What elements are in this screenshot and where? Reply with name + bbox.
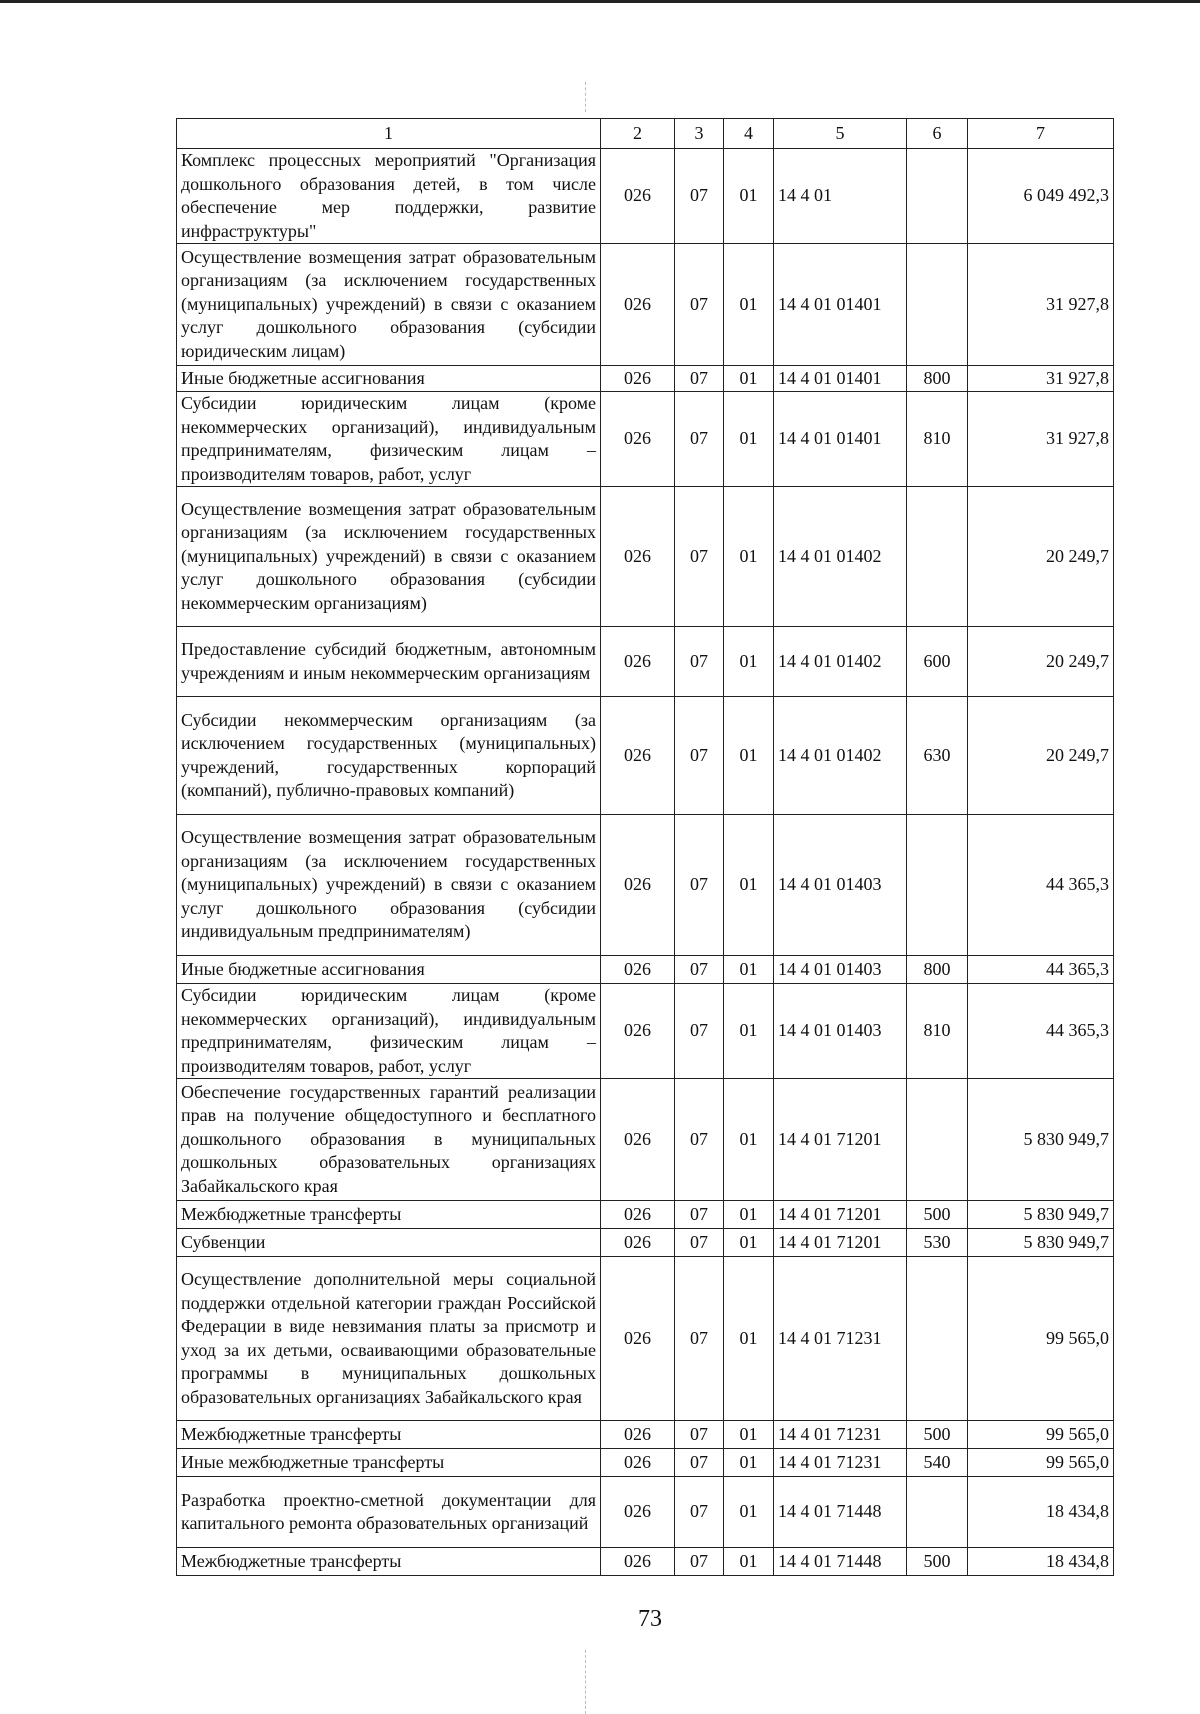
section-code-cell: 07 — [675, 956, 724, 984]
target-article-cell: 14 4 01 71231 — [774, 1421, 907, 1449]
ministry-code-cell: 026 — [601, 1079, 675, 1201]
section-code-cell: 07 — [675, 627, 724, 697]
amount-cell: 18 434,8 — [968, 1477, 1114, 1548]
target-article-cell: 14 4 01 01402 — [774, 487, 907, 627]
expense-type-cell — [907, 149, 968, 244]
subsection-code-cell: 01 — [724, 1257, 774, 1421]
subsection-code-cell: 01 — [724, 1548, 774, 1576]
subsection-code-cell: 01 — [724, 487, 774, 627]
expense-name-cell: Иные межбюджетные трансферты — [177, 1449, 601, 1477]
section-code-cell: 07 — [675, 1548, 724, 1576]
scan-fold-mark — [585, 1650, 586, 1714]
expense-type-cell: 630 — [907, 697, 968, 815]
table-row — [177, 244, 1114, 366]
section-code-cell: 07 — [675, 1079, 724, 1201]
target-article-cell: 14 4 01 71231 — [774, 1449, 907, 1477]
expense-type-cell: 500 — [907, 1548, 968, 1576]
ministry-code-cell: 026 — [601, 1449, 675, 1477]
ministry-code-cell: 026 — [601, 1229, 675, 1257]
subsection-code-cell: 01 — [724, 627, 774, 697]
table-row — [177, 1548, 1114, 1576]
header-cell: 3 — [675, 119, 724, 149]
expense-type-cell: 810 — [907, 392, 968, 487]
target-article-cell: 14 4 01 01403 — [774, 984, 907, 1079]
target-article-cell: 14 4 01 71448 — [774, 1548, 907, 1576]
expense-type-cell — [907, 244, 968, 366]
amount-cell: 31 927,8 — [968, 366, 1114, 392]
section-code-cell: 07 — [675, 1449, 724, 1477]
section-code-cell: 07 — [675, 244, 724, 366]
amount-cell: 20 249,7 — [968, 487, 1114, 627]
amount-cell: 5 830 949,7 — [968, 1079, 1114, 1201]
subsection-code-cell: 01 — [724, 984, 774, 1079]
table-row — [177, 697, 1114, 815]
expense-name-cell: Разработка проектно-сметной документации для капитального ремонта образовательных организаций — [177, 1477, 601, 1548]
ministry-code-cell: 026 — [601, 1421, 675, 1449]
subsection-code-cell: 01 — [724, 149, 774, 244]
subsection-code-cell: 01 — [724, 1201, 774, 1229]
table-row — [177, 1421, 1114, 1449]
ministry-code-cell: 026 — [601, 1257, 675, 1421]
expense-name-cell: Субвенции — [177, 1229, 601, 1257]
section-code-cell: 07 — [675, 815, 724, 956]
ministry-code-cell: 026 — [601, 1477, 675, 1548]
table-row — [177, 487, 1114, 627]
scan-fold-mark — [585, 82, 586, 112]
target-article-cell: 14 4 01 01401 — [774, 244, 907, 366]
ministry-code-cell: 026 — [601, 487, 675, 627]
target-article-cell: 14 4 01 01403 — [774, 956, 907, 984]
section-code-cell: 07 — [675, 984, 724, 1079]
table-row — [177, 149, 1114, 244]
expense-name-cell: Иные бюджетные ассигнования — [177, 956, 601, 984]
expense-type-cell — [907, 815, 968, 956]
target-article-cell: 14 4 01 71201 — [774, 1229, 907, 1257]
ministry-code-cell: 026 — [601, 1548, 675, 1576]
subsection-code-cell: 01 — [724, 956, 774, 984]
amount-cell: 31 927,8 — [968, 244, 1114, 366]
ministry-code-cell: 026 — [601, 815, 675, 956]
amount-cell: 44 365,3 — [968, 956, 1114, 984]
subsection-code-cell: 01 — [724, 815, 774, 956]
subsection-code-cell: 01 — [724, 366, 774, 392]
expense-name-cell: Межбюджетные трансферты — [177, 1201, 601, 1229]
expense-name-cell: Предоставление субсидий бюджетным, автономным учреждениям и иным некоммерческим организациям — [177, 627, 601, 697]
target-article-cell: 14 4 01 71201 — [774, 1201, 907, 1229]
ministry-code-cell: 026 — [601, 697, 675, 815]
target-article-cell: 14 4 01 01401 — [774, 392, 907, 487]
amount-cell: 99 565,0 — [968, 1257, 1114, 1421]
budget-table — [176, 118, 1114, 1576]
page-number: 73 — [638, 1606, 662, 1632]
expense-type-cell — [907, 487, 968, 627]
section-code-cell: 07 — [675, 697, 724, 815]
ministry-code-cell: 026 — [601, 244, 675, 366]
table-row — [177, 1229, 1114, 1257]
expense-type-cell: 600 — [907, 627, 968, 697]
column-number-header — [177, 119, 1114, 149]
expense-name-cell: Комплекс процессных мероприятий "Организация дошкольного образования детей, в том числе обеспечение мер поддержки, развитие инфраструктуры" — [177, 149, 601, 244]
section-code-cell: 07 — [675, 392, 724, 487]
scan-top-edge — [0, 0, 1200, 3]
expense-name-cell: Субсидии юридическим лицам (кроме некоммерческих организаций), индивидуальным предпринимателям, физическим лицам – производителям товаров, работ, услуг — [177, 984, 601, 1079]
section-code-cell: 07 — [675, 1477, 724, 1548]
amount-cell: 44 365,3 — [968, 984, 1114, 1079]
subsection-code-cell: 01 — [724, 1449, 774, 1477]
target-article-cell: 14 4 01 71201 — [774, 1079, 907, 1201]
target-article-cell: 14 4 01 71448 — [774, 1477, 907, 1548]
ministry-code-cell: 026 — [601, 149, 675, 244]
ministry-code-cell: 026 — [601, 366, 675, 392]
expense-type-cell: 500 — [907, 1201, 968, 1229]
expense-name-cell: Осуществление возмещения затрат образовательным организациям (за исключением государственных (муниципальных) учреждений) в связи с оказанием услуг дошкольного образования (субсидии индивидуальным предпринимателям) — [177, 815, 601, 956]
section-code-cell: 07 — [675, 149, 724, 244]
section-code-cell: 07 — [675, 1229, 724, 1257]
subsection-code-cell: 01 — [724, 1079, 774, 1201]
expense-name-cell: Осуществление возмещения затрат образовательным организациям (за исключением государственных (муниципальных) учреждений) в связи с оказанием услуг дошкольного образования (субсидии юридическим лицам) — [177, 244, 601, 366]
table-row — [177, 627, 1114, 697]
expense-type-cell: 500 — [907, 1421, 968, 1449]
target-article-cell: 14 4 01 01402 — [774, 627, 907, 697]
expense-type-cell: 800 — [907, 366, 968, 392]
expense-name-cell: Субсидии юридическим лицам (кроме некоммерческих организаций), индивидуальным предпринимателям, физическим лицам – производителям товаров, работ, услуг — [177, 392, 601, 487]
section-code-cell: 07 — [675, 366, 724, 392]
subsection-code-cell: 01 — [724, 392, 774, 487]
expense-type-cell — [907, 1477, 968, 1548]
amount-cell: 31 927,8 — [968, 392, 1114, 487]
expense-type-cell — [907, 1257, 968, 1421]
expense-name-cell: Осуществление дополнительной меры социальной поддержки отдельной категории граждан Российской Федерации в виде невзимания платы за присмотр и уход за их детьми, осваивающими образовательные программы в муниципальных дошкольных образовательных организациях Забайкальского края — [177, 1257, 601, 1421]
header-cell: 6 — [907, 119, 968, 149]
subsection-code-cell: 01 — [724, 1229, 774, 1257]
section-code-cell: 07 — [675, 1201, 724, 1229]
expense-name-cell: Межбюджетные трансферты — [177, 1548, 601, 1576]
target-article-cell: 14 4 01 71231 — [774, 1257, 907, 1421]
amount-cell: 20 249,7 — [968, 697, 1114, 815]
table-row — [177, 1257, 1114, 1421]
target-article-cell: 14 4 01 01402 — [774, 697, 907, 815]
expense-name-cell: Субсидии некоммерческим организациям (за исключением государственных (муниципальных) учреждений, государственных корпораций (компаний), публично-правовых компаний) — [177, 697, 601, 815]
header-cell: 4 — [724, 119, 774, 149]
expense-type-cell: 800 — [907, 956, 968, 984]
amount-cell: 5 830 949,7 — [968, 1201, 1114, 1229]
table-row — [177, 1449, 1114, 1477]
ministry-code-cell: 026 — [601, 392, 675, 487]
section-code-cell: 07 — [675, 487, 724, 627]
expense-type-cell: 530 — [907, 1229, 968, 1257]
section-code-cell: 07 — [675, 1421, 724, 1449]
expense-type-cell: 810 — [907, 984, 968, 1079]
subsection-code-cell: 01 — [724, 244, 774, 366]
expense-name-cell: Осуществление возмещения затрат образовательным организациям (за исключением государственных (муниципальных) учреждений) в связи с оказанием услуг дошкольного образования (субсидии некоммерческим организациям) — [177, 487, 601, 627]
expense-type-cell — [907, 1079, 968, 1201]
subsection-code-cell: 01 — [724, 697, 774, 815]
amount-cell: 99 565,0 — [968, 1421, 1114, 1449]
table-row — [177, 366, 1114, 392]
table-row — [177, 1201, 1114, 1229]
table-row — [177, 392, 1114, 487]
amount-cell: 6 049 492,3 — [968, 149, 1114, 244]
ministry-code-cell: 026 — [601, 956, 675, 984]
expense-name-cell: Иные бюджетные ассигнования — [177, 366, 601, 392]
target-article-cell: 14 4 01 01401 — [774, 366, 907, 392]
amount-cell: 44 365,3 — [968, 815, 1114, 956]
table-row — [177, 956, 1114, 984]
header-cell: 5 — [774, 119, 907, 149]
table-row — [177, 984, 1114, 1079]
table-row — [177, 1079, 1114, 1201]
amount-cell: 99 565,0 — [968, 1449, 1114, 1477]
table-row — [177, 1477, 1114, 1548]
ministry-code-cell: 026 — [601, 984, 675, 1079]
header-cell: 7 — [968, 119, 1114, 149]
expense-name-cell: Межбюджетные трансферты — [177, 1421, 601, 1449]
subsection-code-cell: 01 — [724, 1421, 774, 1449]
expense-type-cell: 540 — [907, 1449, 968, 1477]
table-row — [177, 815, 1114, 956]
expense-name-cell: Обеспечение государственных гарантий реализации прав на получение общедоступного и бесплатного дошкольного образования в муниципальных дошкольных образовательных организациях Забайкальского края — [177, 1079, 601, 1201]
amount-cell: 18 434,8 — [968, 1548, 1114, 1576]
amount-cell: 5 830 949,7 — [968, 1229, 1114, 1257]
amount-cell: 20 249,7 — [968, 627, 1114, 697]
subsection-code-cell: 01 — [724, 1477, 774, 1548]
ministry-code-cell: 026 — [601, 627, 675, 697]
target-article-cell: 14 4 01 01403 — [774, 815, 907, 956]
header-cell: 2 — [601, 119, 675, 149]
ministry-code-cell: 026 — [601, 1201, 675, 1229]
target-article-cell: 14 4 01 — [774, 149, 907, 244]
header-cell: 1 — [177, 119, 601, 149]
section-code-cell: 07 — [675, 1257, 724, 1421]
